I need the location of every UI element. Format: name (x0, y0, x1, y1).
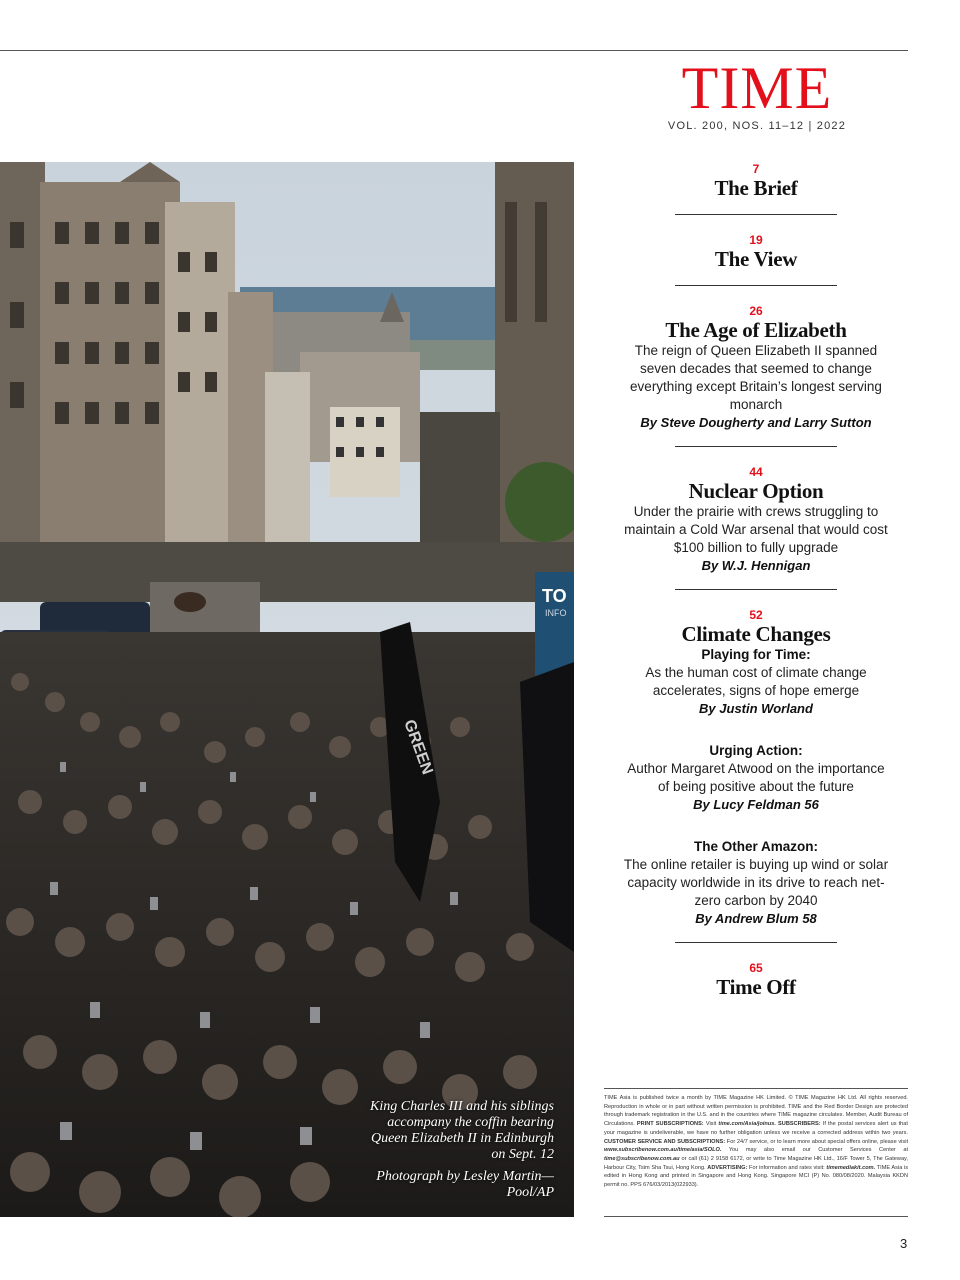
legal-link[interactable]: time.com/Asia/joinus. (718, 1121, 776, 1128)
subentry-description: Author Margaret Atwood on the importance of being positive about the future (627, 761, 885, 794)
caption-text: King Charles III and his siblings accompany the coffin bearing Queen Elizabeth II in Edinburgh on Sept. 12 (370, 1099, 554, 1162)
legal-key: PRINT SUBSCRIPTIONS: (636, 1121, 704, 1128)
page-number: 19 (749, 233, 763, 247)
legal-text: TIME Asia is edited in Hong Kong and printed in Singapore and Hong Kong. Singapore MCI (P) No. 080/08/2020. Malaysia KKDN permit no. PPS 676/03/2013(022933). (604, 1164, 908, 1189)
legal-text: Visit (705, 1121, 717, 1128)
legal-text: For 24/7 service, or to learn more about special offers online, please visit (726, 1138, 908, 1145)
legal-text: For information and rates visit: (749, 1164, 825, 1171)
page-number: 65 (749, 961, 763, 975)
divider (675, 446, 837, 447)
climate-subentry-other-amazon[interactable] (620, 838, 892, 928)
legal-key: SUBSCRIBERS: (778, 1121, 821, 1128)
section-description: The reign of Queen Elizabeth II spanned seven decades that seemed to change everything except Britain’s longest serving monarch (630, 343, 882, 412)
divider (675, 285, 837, 286)
climate-subentry-urging-action[interactable] (620, 742, 892, 814)
banner-text: GREEN (400, 717, 436, 777)
table-of-contents (620, 158, 892, 999)
divider (675, 942, 837, 943)
subentry-heading: Urging Action: (709, 743, 803, 758)
photo-caption (354, 1099, 554, 1201)
toc-entry-brief[interactable] (620, 158, 892, 200)
page-number: 44 (749, 465, 763, 479)
page-number: 52 (749, 608, 763, 622)
divider (675, 589, 837, 590)
legal-key: CUSTOMER SERVICE AND SUBSCRIPTIONS: (604, 1138, 726, 1145)
subentry-heading: Playing for Time: (701, 647, 811, 662)
climate-subentry-playing-for-time[interactable] (620, 646, 892, 718)
legal-link[interactable]: www.subscribenow.com.au/time/asia/SOLO. (604, 1147, 722, 1154)
divider (675, 214, 837, 215)
subentry-description: As the human cost of climate change accelerates, signs of hope emerge (645, 665, 867, 698)
section-title: The View (714, 247, 798, 271)
edinburgh-crowd-illustration (0, 162, 574, 1217)
toc-entry-elizabeth[interactable] (620, 300, 892, 432)
byline: By Justin Worland (699, 701, 813, 716)
toc-entry-nuclear[interactable] (620, 461, 892, 575)
section-title: The Age of Elizabeth (665, 318, 847, 342)
section-title: The Brief (714, 176, 798, 200)
legal-text: or call (61) 2 9158 6172, or write to Time Magazine HK Ltd., 16/F Tower 5, The Gateway, Harbour City, Tsim Sha Tsui, Hong Kong. (604, 1155, 908, 1171)
legal-link[interactable]: time@subscribenow.com.au (604, 1155, 680, 1162)
section-description: Under the prairie with crews struggling to maintain a Cold War arsenal that would cost $100 billion to fully upgrade (624, 504, 888, 555)
byline: By Lucy Feldman 56 (693, 797, 819, 812)
legal-text: TIME Asia is published twice a month by TIME Magazine HK Limited. © TIME Magazine HK Ltd. All rights reserved. Reproduction in whole or in part without written permission is prohibited. TIME and the Red Border Design are protected through trademark registration in the U.S. and in the countries where TIME magazine circulates. Member, Audit Bureau of Circulations. (604, 1095, 908, 1128)
byline: By Andrew Blum 58 (695, 911, 817, 926)
sign-text: TO (542, 586, 567, 606)
legal-notice (604, 1094, 908, 1190)
page-number: 7 (752, 162, 760, 176)
legal-bottom-rule (604, 1216, 908, 1217)
photo-credit: Photograph by Lesley Martin—Pool/AP (376, 1169, 554, 1200)
section-title: Time Off (716, 975, 796, 999)
legal-top-rule (604, 1088, 908, 1089)
top-rule (0, 50, 908, 51)
section-title: Nuclear Option (688, 479, 824, 503)
legal-link[interactable]: timemediakit.com. (826, 1164, 876, 1171)
section-title: Climate Changes (681, 622, 831, 646)
cover-photo (0, 162, 574, 1217)
byline: By W.J. Hennigan (701, 558, 811, 573)
legal-key: ADVERTISING: (707, 1164, 748, 1171)
time-logo[interactable]: TIME (681, 55, 833, 121)
page-number: 26 (749, 304, 763, 318)
folio-page-number: 3 (900, 1236, 908, 1251)
toc-entry-timeoff[interactable] (620, 957, 892, 999)
toc-entry-climate[interactable] (620, 604, 892, 928)
legal-text: You may also email our Customer Services Center at (728, 1147, 908, 1154)
subentry-heading: The Other Amazon: (693, 839, 818, 854)
subentry-description: The online retailer is buying up wind or solar capacity worldwide in its drive to reach net-zero carbon by 2040 (623, 857, 889, 908)
masthead (662, 55, 852, 132)
toc-entry-view[interactable] (620, 229, 892, 271)
issue-line: VOL. 200, NOS. 11–12 | 2022 (667, 120, 847, 132)
sign-subtext: INFO (545, 608, 567, 618)
legal-text: If the postal services alert us that your magazine is undeliverable, we have no further obligation unless we receive a corrected address within two years. (604, 1121, 908, 1136)
byline: By Steve Dougherty and Larry Sutton (640, 415, 872, 430)
